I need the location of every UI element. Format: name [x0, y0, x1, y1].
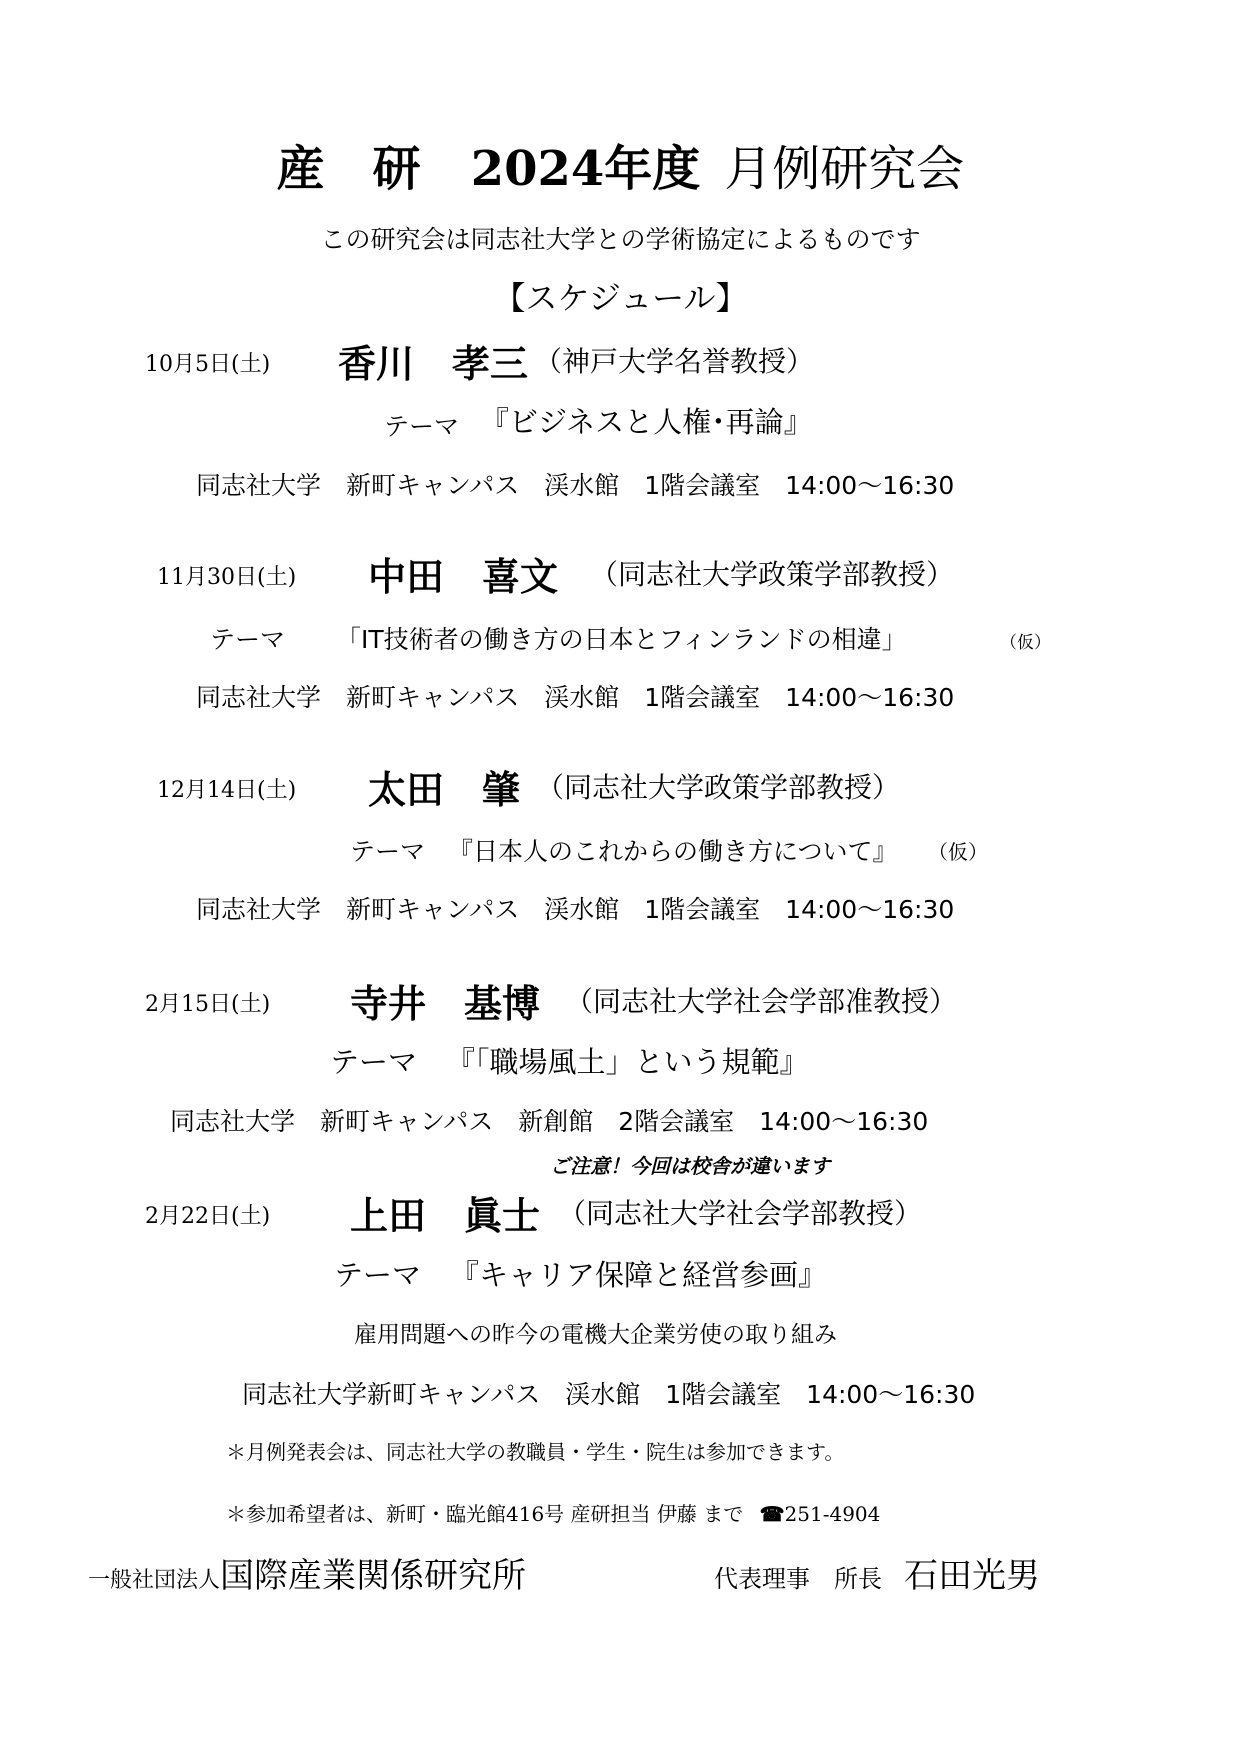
- session-3-affiliation: （同志社大学政策学部教授）: [536, 771, 901, 804]
- session-1-theme-label: テーマ: [384, 412, 460, 441]
- session-1-date: 10月5日(土): [145, 352, 271, 377]
- session-5-affiliation: （同志社大学社会学部教授）: [558, 1197, 923, 1230]
- session-3-venue: 同志社大学 新町キャンパス 渓水館 1階会議室 14:00～16:30: [196, 895, 955, 924]
- session-4-affiliation: （同志社大学社会学部准教授）: [565, 985, 958, 1018]
- session-2-speaker: 中田 喜文: [368, 554, 559, 599]
- session-5-theme: 『キャリア保障と経営参画』: [450, 1258, 828, 1292]
- title-year: 2024年度: [470, 141, 701, 197]
- org-name: 国際産業関係研究所: [220, 1556, 527, 1596]
- session-3-speaker: 太田 肇: [368, 767, 521, 812]
- session-2-theme: 「IT技術者の働き方の日本とフィンランドの相違」: [336, 625, 907, 654]
- session-1-theme: 『ビジネスと人権･再論』: [480, 405, 813, 439]
- org-prefix: 一般社団法人: [88, 1568, 221, 1593]
- footer-organization: [88, 1548, 526, 1597]
- rep-name: 石田光男: [904, 1556, 1040, 1596]
- session-4-speaker: 寺井 基博: [350, 981, 541, 1026]
- rep-title: 代表理事 所長: [714, 1565, 882, 1593]
- contact-phone: 251-4904: [784, 1502, 881, 1526]
- phone-icon: ☎: [759, 1502, 785, 1526]
- footnote-participation: ＊月例発表会は、同志社大学の教職員・学生・院生は参加できます。: [226, 1440, 845, 1464]
- session-3-theme: 『日本人のこれからの働き方について』: [448, 837, 898, 866]
- session-4-venue: 同志社大学 新町キャンパス 新創館 2階会議室 14:00～16:30: [170, 1107, 929, 1136]
- title-main: 産 研: [276, 141, 421, 197]
- subtitle: この研究会は同志社大学との学術協定によるものです: [320, 225, 921, 254]
- session-1-affiliation: （神戸大学名誉教授）: [534, 345, 815, 378]
- footer-representative: [714, 1548, 1040, 1597]
- session-5-speaker: 上田 眞士: [350, 1193, 541, 1238]
- page-title: [0, 130, 1241, 199]
- session-5-theme-label: テーマ: [334, 1258, 422, 1292]
- session-4-theme: 『「職場風土」という規範』: [446, 1045, 809, 1079]
- session-3-date: 12月14日(土): [157, 778, 297, 803]
- contact-text: ＊参加希望者は、新町・臨光館416号 産研担当 伊藤 まで: [226, 1502, 744, 1526]
- session-5-subtheme: 雇用問題への昨今の電機大企業労使の取り組み: [354, 1322, 837, 1348]
- session-4-note: ご注意！今回は校舎が違います: [550, 1154, 830, 1178]
- session-4-date: 2月15日(土): [145, 992, 271, 1017]
- footnote-contact: [226, 1498, 880, 1527]
- schedule-heading: 【スケジュール】: [493, 279, 748, 317]
- title-event: 月例研究会: [724, 141, 965, 197]
- session-5-venue: 同志社大学新町キャンパス 渓水館 1階会議室 14:00～16:30: [242, 1380, 976, 1409]
- session-1-speaker: 香川 孝三: [338, 341, 529, 386]
- session-2-venue: 同志社大学 新町キャンパス 渓水館 1階会議室 14:00～16:30: [196, 683, 955, 712]
- session-2-theme-note: （仮）: [1000, 633, 1051, 653]
- session-3-theme-note: （仮）: [928, 840, 988, 864]
- session-2-date: 11月30日(土): [157, 565, 297, 590]
- session-3-theme-label: テーマ: [350, 837, 426, 866]
- session-1-venue: 同志社大学 新町キャンパス 渓水館 1階会議室 14:00～16:30: [196, 471, 955, 500]
- session-4-theme-label: テーマ: [330, 1045, 418, 1079]
- session-5-date: 2月22日(土): [145, 1204, 271, 1229]
- session-2-affiliation: （同志社大学政策学部教授）: [590, 558, 955, 591]
- session-2-theme-label: テーマ: [210, 625, 286, 654]
